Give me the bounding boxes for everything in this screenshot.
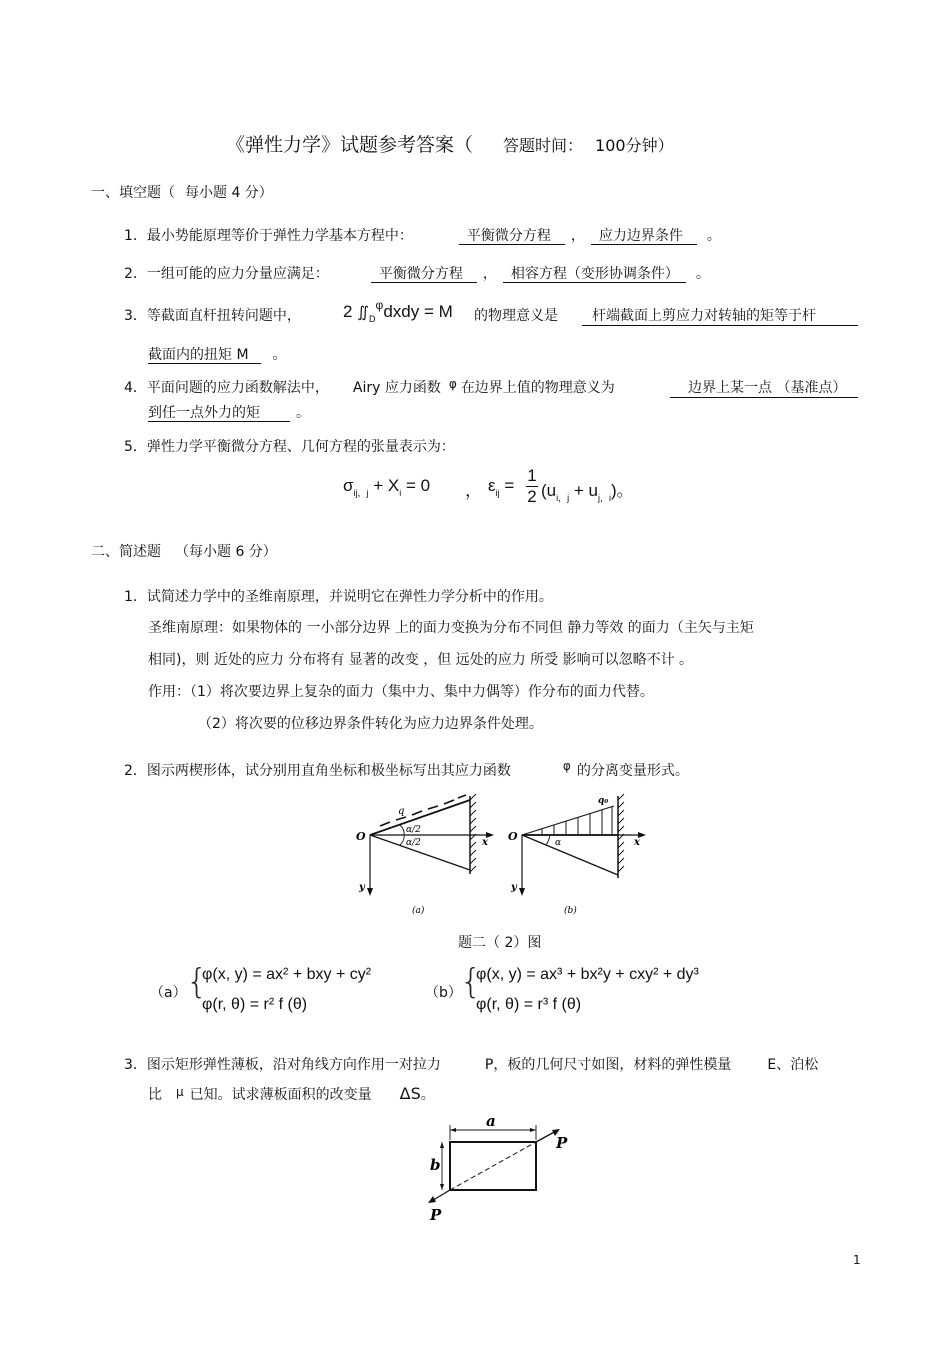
label-y-a: y (359, 882, 365, 893)
label-a: a (486, 1112, 496, 1130)
wedge-b (508, 794, 646, 916)
label-alpha2-top: α/2 (406, 825, 421, 835)
answer-4b-line: 到任一点外力的矩 。 (148, 405, 310, 421)
plate-figure (420, 1112, 590, 1224)
figure-caption: 题二（ 2）图 (458, 935, 542, 951)
label-o-a: O (356, 830, 366, 843)
answer-b-polar: φ(r, θ) = r³ f (θ) (476, 996, 582, 1013)
section1-heading: 一、填空题（ 每小题 4 分） (91, 185, 273, 201)
answer-1b: 应力边界条件 (591, 228, 697, 245)
answer-b-label: （b） (425, 985, 462, 1001)
answer-a-cartesian: φ(x, y) = ax² + bxy + cy² (202, 966, 372, 983)
section2-heading: 二、简述题 （每小题 6 分） (91, 544, 277, 560)
short-question-2: 2．图示两楔形体，试分别用直角坐标和极坐标写出其应力函数 φ 的分离变量形式。 (124, 759, 689, 779)
saint-venant-use-1: 作用：（1）将次要边界上复杂的面力（集中力、集中力偶等）作分布的面力代替。 (148, 684, 654, 700)
equilibrium-equation: $\sigma_{ij,j} + X_i = 0$ (343, 476, 431, 498)
geometric-equation: $\varepsilon_{ij}$ = (488, 476, 515, 498)
answer-a-polar: φ(r, θ) = r² f (θ) (202, 996, 308, 1013)
brace-b: { (460, 962, 482, 1002)
fraction-half: 1 2 (527, 466, 537, 506)
question-4: 4．平面问题的应力函数解法中， Airy 应力函数 φ 在边界上值的物理意义为 (124, 377, 615, 396)
geometric-equation-rhs: $(u_{i,j} + u_{j,i})$。 (541, 481, 634, 503)
label-q: q (398, 806, 405, 817)
label-x-b: x (634, 837, 640, 848)
question-2: 2．一组可能的应力分量应满足： 平衡微分方程 ， 相容方程（变形协调条件） 。 (124, 266, 710, 282)
saint-venant-definition-2: 相同)，则 近处的应力 分布将有 显著的改变 ，但 远处的应力 所受 影响可以忽略不计 。 (148, 652, 694, 668)
answer-2a: 平衡微分方程 (371, 266, 477, 283)
short-question-3-line2: 比 μ 已知。试求薄板面积的改变量 ΔS。 (148, 1084, 435, 1103)
wedge-figure (350, 790, 650, 920)
short-question-1: 1．试简述力学中的圣维南原理，并说明它在弹性力学分析中的作用。 (124, 589, 553, 605)
answer-3a: 杆端截面上剪应力对转轴的矩等于杆 (582, 305, 858, 326)
question-3-meaning: 的物理意义是 (474, 308, 558, 324)
question-3: 3．等截面直杆扭转问题中， (124, 308, 301, 324)
caption-b: (b) (564, 906, 577, 916)
label-alpha2-bottom: α/2 (406, 838, 421, 848)
question-5: 5．弹性力学平衡微分方程、几何方程的张量表示为： (124, 439, 455, 455)
equation-comma: ， (465, 481, 482, 500)
page-number: 1 (853, 1253, 861, 1267)
answer-a-label: （a） (150, 985, 187, 1001)
short-question-3-line1: 3．图示矩形弹性薄板，沿对角线方向作用一对拉力 P，板的几何尺寸如图，材料的弹性模量 E、泊松 (124, 1057, 819, 1073)
answer-4a: 边界上某一点 （基准点） (670, 377, 858, 398)
label-o-b: O (508, 830, 518, 843)
label-p-top: P (556, 1134, 568, 1152)
saint-venant-definition-1: 圣维南原理：如果物体的 一小部分边界 上的面力变换为分布不同但 静力等效 的面力（主矢与主矩 (148, 620, 754, 636)
saint-venant-use-2: （2）将次要的位移边界条件转化为应力边界条件处理。 (198, 716, 543, 732)
caption-a: (a) (412, 906, 425, 916)
answer-3b-line: 截面内的扭矩 M 。 (148, 347, 287, 363)
page-title: 《弹性力学》试题参考答案（ 答题时间： 100分钟） (226, 134, 674, 156)
answer-1a: 平衡微分方程 (459, 228, 565, 245)
answer-b-cartesian: φ(x, y) = ax³ + bx²y + cxy² + dy³ (476, 966, 699, 983)
label-alpha: α (555, 838, 562, 848)
label-q0: q₀ (598, 796, 609, 806)
brace-a: { (186, 962, 208, 1002)
question-1: 1．最小势能原理等价于弹性力学基本方程中： 平衡微分方程 ， 应力边界条件 。 (124, 228, 721, 244)
label-y-b: y (511, 882, 517, 893)
label-p-bottom: P (430, 1206, 442, 1224)
label-b: b (430, 1156, 441, 1174)
torsion-formula: 2 $∬_D^\varphi dxdy = M$ (343, 298, 453, 324)
wedge-a (356, 794, 494, 916)
answer-2b: 相容方程（变形协调条件） (503, 266, 686, 283)
label-x-a: x (482, 837, 488, 848)
